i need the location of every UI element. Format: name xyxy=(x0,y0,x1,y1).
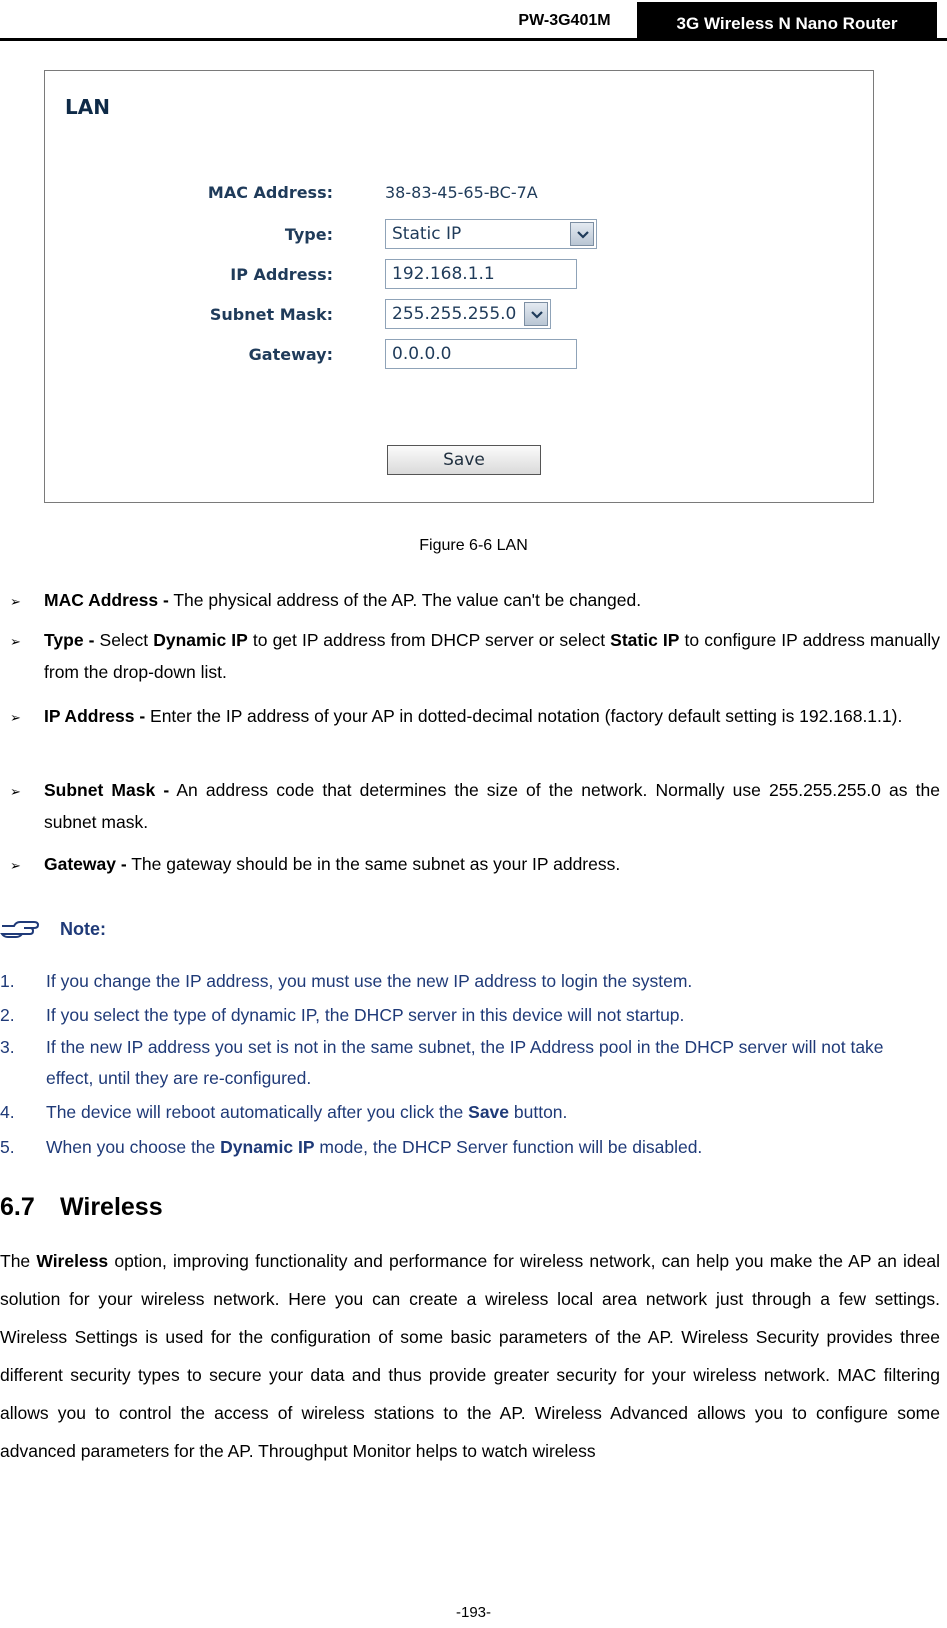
arrow-bullet-icon: ➢ xyxy=(10,634,21,649)
note-text: If the new IP address you set is not in the same subnet, the IP Address pool in the DHCP server will not take effect, until they are re-configured. xyxy=(46,1037,884,1088)
chevron-down-icon xyxy=(531,311,543,319)
section-number: 6.7 xyxy=(0,1193,35,1221)
body-paragraph: The Wireless option, improving functionality and performance for wireless network, can help you make the AP an ideal solution for your wireless network. Here you can create a wireless local area network just through a few settings. Wireless Settings is used for the configuration of some basic parameters of the AP. Wireless Security provides three different security types to secure your data and thus provide greater security for your wireless network. MAC filtering allows you to control the access of wireless stations to the AP. Wireless Advanced allows you to configure some advanced parameters for the AP. Throughput Monitor helps to watch wireless xyxy=(0,1251,940,1461)
ip-address-label: IP Address: xyxy=(230,265,333,284)
bullet-text: Enter the IP address of your AP in dotted-decimal notation (factory default setting is 192.168.1.1). xyxy=(145,706,903,726)
note-number: 3. xyxy=(0,1037,15,1057)
type-select[interactable] xyxy=(385,219,597,249)
bullet-term: Subnet Mask - xyxy=(44,780,170,800)
subnet-mask-arrow[interactable] xyxy=(524,302,548,326)
note-number: 4. xyxy=(0,1102,15,1122)
pointing-hand-icon xyxy=(0,916,40,940)
type-label: Type: xyxy=(284,225,333,244)
arrow-bullet-icon: ➢ xyxy=(10,858,21,873)
arrow-bullet-icon: ➢ xyxy=(10,594,21,609)
note-text: If you select the type of dynamic IP, the DHCP server in this device will not startup. xyxy=(46,1005,685,1025)
gateway-input[interactable]: 0.0.0.0 xyxy=(385,339,577,369)
mac-address-value: 38-83-45-65-BC-7A xyxy=(385,183,538,202)
note-number: 5. xyxy=(0,1137,15,1157)
bullet-term: IP Address - xyxy=(44,706,146,726)
header-product: 3G Wireless N Nano Router xyxy=(637,2,937,40)
header-model: PW-3G401M xyxy=(518,12,611,29)
subnet-mask-value: 255.255.255.0 xyxy=(392,304,517,324)
ip-address-input[interactable]: 192.168.1.1 xyxy=(385,259,577,289)
save-button[interactable]: Save xyxy=(387,445,541,475)
bullet-term: Gateway - xyxy=(44,854,127,874)
subnet-mask-label: Subnet Mask: xyxy=(209,305,333,324)
type-select-arrow[interactable] xyxy=(570,222,594,246)
arrow-bullet-icon: ➢ xyxy=(10,710,21,725)
type-select-value: Static IP xyxy=(392,224,462,244)
bullet-text: An address code that determines the size of the network. Normally use 255.255.255.0 as the subnet mask. xyxy=(44,780,940,832)
arrow-bullet-icon: ➢ xyxy=(10,784,21,799)
section-heading xyxy=(0,1193,163,1222)
note-label: Note: xyxy=(60,919,106,939)
header-rule xyxy=(0,38,947,41)
page-number: -193- xyxy=(455,1604,492,1621)
note-text: If you change the IP address, you must use the new IP address to login the system. xyxy=(46,971,693,991)
gateway-label: Gateway: xyxy=(248,345,333,364)
note-number: 1. xyxy=(0,971,15,991)
bullet-text: The physical address of the AP. The value can't be changed. xyxy=(168,590,642,610)
bullet-term: MAC Address - xyxy=(44,590,169,610)
note-title xyxy=(0,915,120,943)
subnet-mask-select[interactable] xyxy=(385,299,551,329)
mac-address-label: MAC Address: xyxy=(207,183,333,202)
figure-caption: Figure 6-6 LAN xyxy=(419,537,528,554)
note-number: 2. xyxy=(0,1005,15,1025)
bullet-term: Type - xyxy=(44,630,95,650)
lan-title: LAN xyxy=(65,95,110,119)
bullet-text: The gateway should be in the same subnet as your IP address. xyxy=(126,854,621,874)
chevron-down-icon xyxy=(577,231,589,239)
lan-figure xyxy=(44,70,874,503)
section-title: Wireless xyxy=(60,1193,163,1221)
